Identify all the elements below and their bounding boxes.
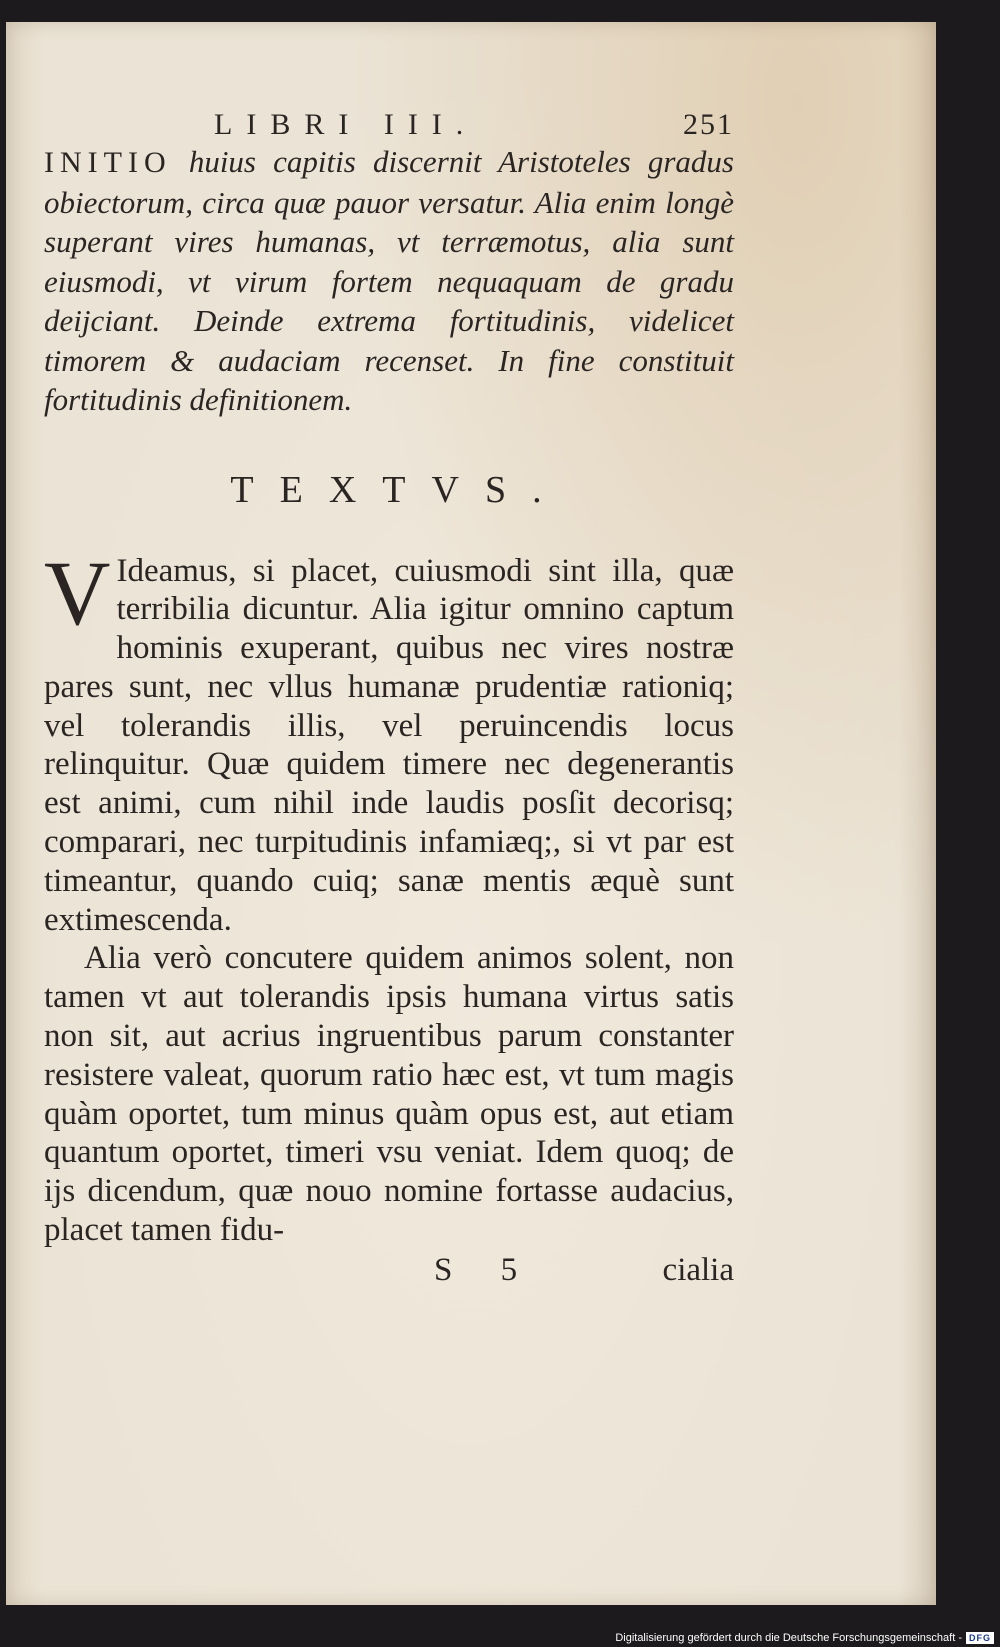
- chapter-summary: [44, 142, 734, 420]
- page-footer: [44, 1252, 734, 1292]
- credit-text: Digitalisierung gefördert durch die Deutsche Forschungsgemeinschaft -: [615, 1632, 962, 1644]
- running-head: [44, 90, 734, 141]
- catchword: cialia: [662, 1251, 734, 1288]
- body-paragraph-2: Alia verò concutere quidem animos solent, non tamen vt aut tolerandis ipsis humana virtus satis non sit, aut acrius ingruentibus parum constanter resistere valeat, quorum ratio hæc est, vt tum magis quàm oportet, tum minus quàm opus est, aut etiam quantum oportet, timeri vsu veniat. Idem quoq; de ijs dicendum, quæ nouo nomine fortasse audacius, placet tamen fidu-: [44, 940, 734, 1249]
- signature-mark: S 5: [434, 1251, 538, 1288]
- section-heading: TEXTVS.: [230, 468, 568, 511]
- running-head-title: LIBRI III.: [214, 108, 478, 141]
- digitization-credit: [615, 1632, 994, 1644]
- summary-text: huius capitis discernit Aristoteles gradus obiectorum, circa quæ pauor versatur. Alia enim longè superant vires humanas, vt terræmotus, alia sunt eiusmodi, vt virum fortem nequaquam de gradu deijciant. Deinde extrema fortitudinis, videlicet timorem & audaciam recenset. In fine constituit fortitudinis definitionem.: [44, 144, 734, 417]
- page-number: 251: [683, 108, 734, 141]
- dfg-logo-icon: DFG: [966, 1632, 994, 1644]
- summary-lead-word: INITIO: [44, 146, 172, 179]
- paragraph-1-text: Ideamus, si placet, cuiusmodi sint illa, quæ terribilia dicuntur. Alia igitur omnino captum hominis exuperant, quibus nec vires nostræ pares sunt, nec vllus humanæ prudentiæ rationiq; vel tolerandis illis, vel peruincendis locus relinquitur. Quæ quidem timere nec degenerantis est animi, cum nihil inde laudis posſit decorisq; comparari, nec turpitudinis infamiæq;, si vt par est timeantur, quando cuiq; sanæ mentis æquè sunt extimescenda.: [44, 552, 734, 938]
- body-paragraph-1: [44, 541, 734, 940]
- drop-capital: V: [44, 541, 111, 644]
- page-content: [44, 90, 734, 1292]
- book-page: [6, 22, 936, 1605]
